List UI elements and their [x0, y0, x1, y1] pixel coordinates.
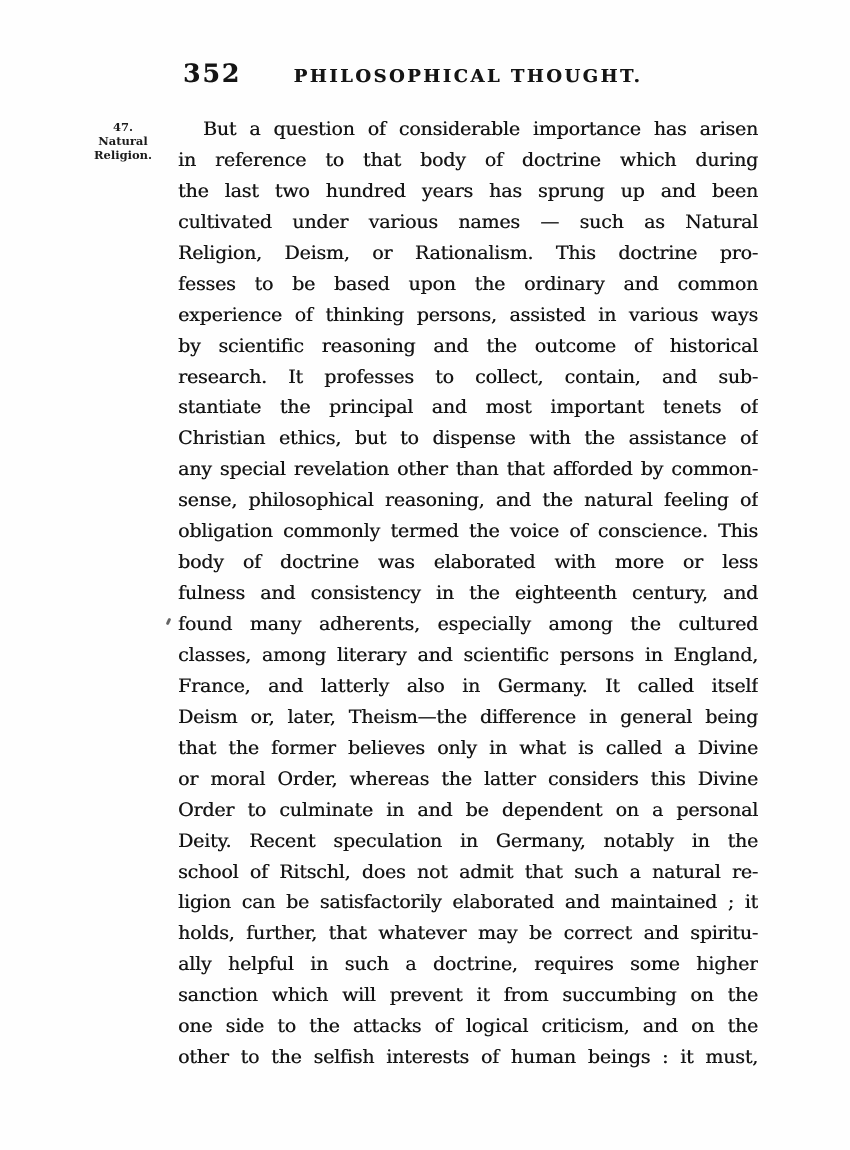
body-text-line: Christian ethics, but to dispense with the assistance of	[178, 427, 758, 450]
body-text-line: stantiate the principal and most important tenets of	[178, 396, 758, 419]
body-text-line: the last two hundred years has sprung up and been	[178, 179, 758, 202]
body-text-line: Deism or, later, Theism—the difference in general being	[178, 705, 758, 728]
body-text-line: Religion, Deism, or Rationalism. This doctrine pro-	[178, 241, 758, 264]
body-text-line: France, and latterly also in Germany. It called itself	[178, 674, 758, 697]
body-text-line: classes, among literary and scientific persons in England,	[178, 643, 758, 666]
margin-note-line: Religion.	[93, 148, 153, 162]
body-text-line: fulness and consistency in the eighteenth century, and	[178, 582, 758, 605]
body-text-line: Deity. Recent speculation in Germany, notably in the	[178, 829, 758, 852]
body-text-line: or moral Order, whereas the latter considers this Divine	[178, 767, 758, 790]
margin-note	[82, 120, 164, 162]
body-text-line: by scientific reasoning and the outcome of historical	[178, 334, 758, 357]
margin-note-line: Natural	[98, 134, 148, 148]
body-text-line: that the former believes only in what is called a Divine	[178, 736, 758, 759]
body-text-line: sense, philosophical reasoning, and the natural feeling of	[178, 489, 758, 512]
body-text-line: ally helpful in such a doctrine, requires some higher	[178, 953, 758, 976]
body-text-line: one side to the attacks of logical criticism, and on the	[178, 1015, 758, 1038]
body-text-line: But a question of considerable importance has arisen	[203, 118, 758, 140]
scan-artifact-speck	[166, 618, 172, 626]
running-head-title: PHILOSOPHICAL THOUGHT.	[293, 66, 643, 87]
body-text-line: fesses to be based upon the ordinary and common	[178, 272, 758, 295]
body-text-line: sanction which will prevent it from succumbing on the	[178, 984, 758, 1007]
body-text-line: obligation commonly termed the voice of conscience. This	[178, 520, 758, 543]
body-text-line: in reference to that body of doctrine which during	[178, 148, 758, 171]
body-text-line: research. It professes to collect, contain, and sub-	[178, 365, 758, 388]
body-text-line: school of Ritschl, does not admit that such a natural re-	[178, 860, 758, 883]
body-text-line: experience of thinking persons, assisted in various ways	[178, 303, 758, 326]
body-text	[178, 114, 758, 1073]
body-text-line: ligion can be satisfactorily elaborated and maintained ; it	[178, 891, 758, 914]
body-text-line: body of doctrine was elaborated with more or less	[178, 551, 758, 574]
body-text-line: any special revelation other than that afforded by common-	[178, 458, 758, 481]
body-text-line: Order to culminate in and be dependent on a personal	[178, 798, 758, 821]
margin-note-section-number: 47.	[112, 120, 133, 134]
body-text-line: other to the selfish interests of human beings : it must,	[178, 1046, 758, 1069]
page-number: 352	[183, 59, 242, 88]
body-text-line: cultivated under various names — such as Natural	[178, 210, 758, 233]
body-text-line: found many adherents, especially among the cultured	[178, 613, 758, 635]
body-text-line: holds, further, that whatever may be correct and spiritu-	[178, 922, 758, 945]
